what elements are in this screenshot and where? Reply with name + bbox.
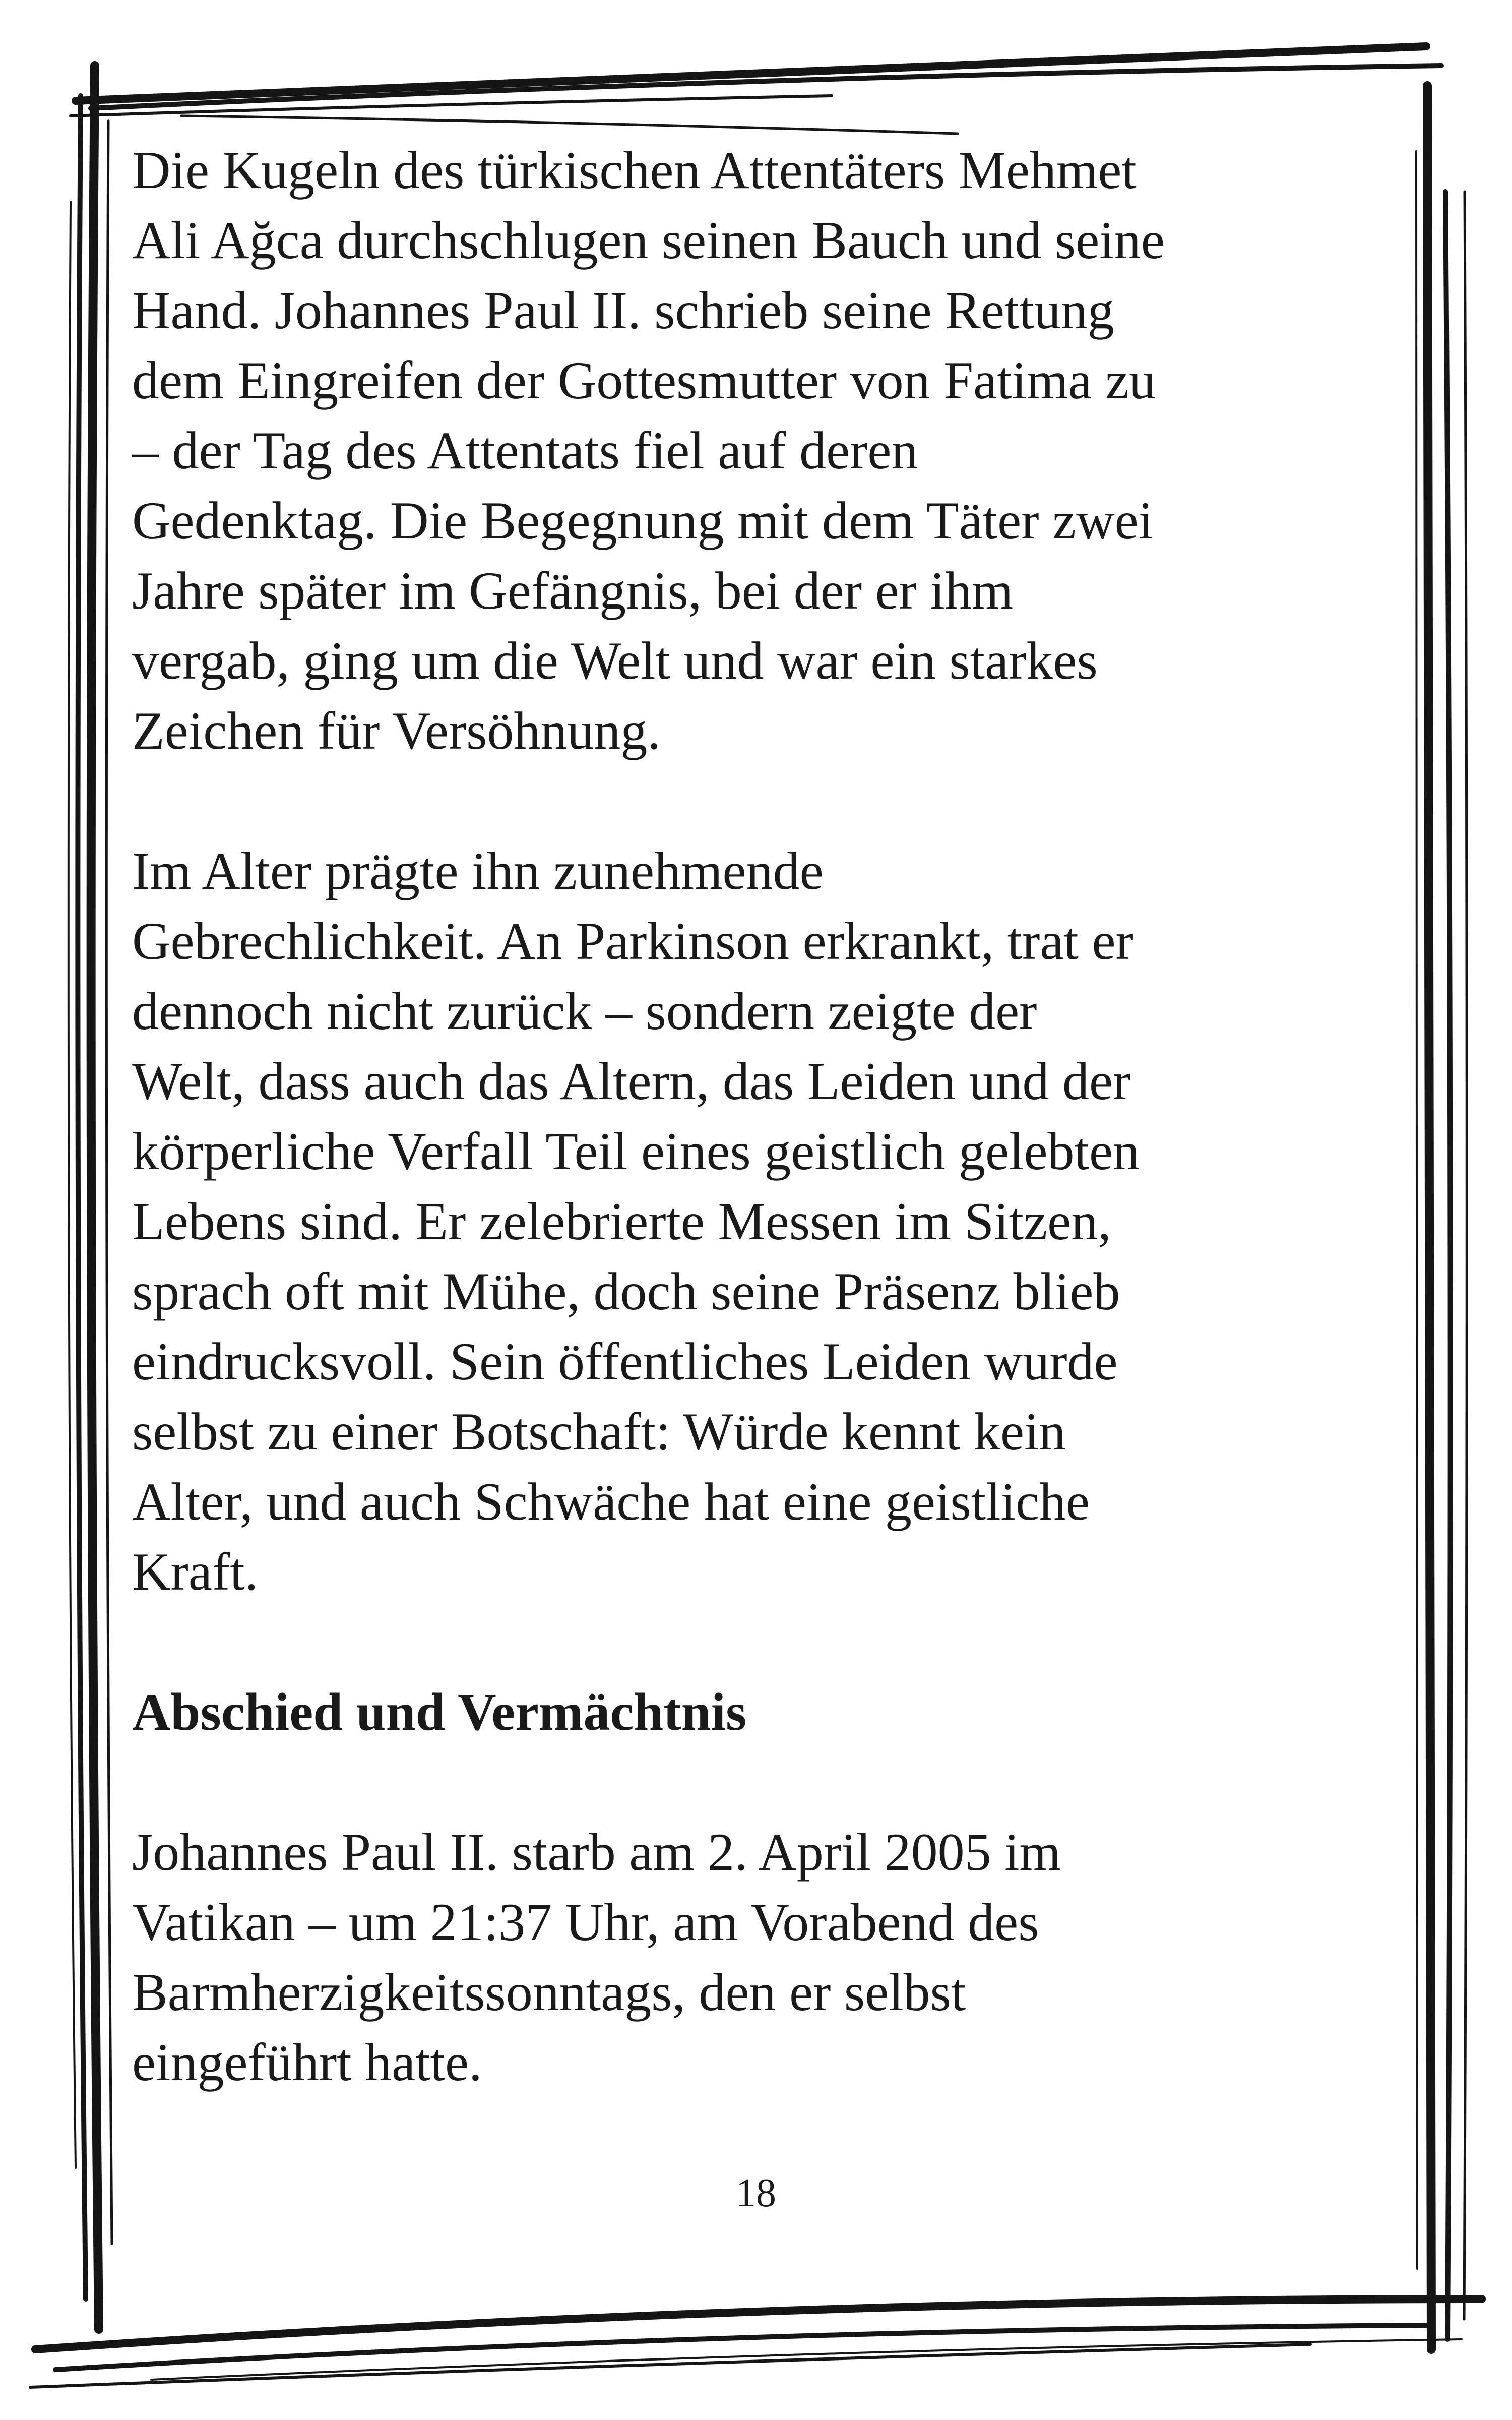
- frame-right-stroke: [1427, 86, 1432, 2349]
- paragraph-death: Johannes Paul II. starb am 2. April 2005 im Vatikan – um 21:37 Uhr, am Vorabend des Barmherzigkeitssonntags, den er selbst eingeführt hatte.: [132, 1823, 1061, 2092]
- frame-left-stroke: [69, 202, 76, 2168]
- frame-bottom-stroke: [30, 2344, 1310, 2387]
- paragraph-assassination: Die Kugeln des türkischen Attentäters Mehmet Ali Ağca durchschlugen seinen Bauch und seine Hand. Johannes Paul II. schrieb seine Rettung dem Eingreifen der Gottesmutter von Fatima zu – der Tag des Attentats fiel auf deren Gedenktag. Die Begegnung mit dem Täter zwei Jahre später im Gefängnis, bei der er ihm vergab, ging um die Welt und war ein starkes Zeichen für Versöhnung.: [132, 141, 1165, 760]
- frame-right-stroke: [1464, 192, 1467, 2319]
- frame-right-stroke: [1416, 151, 1418, 2269]
- frame-left-stroke: [91, 66, 99, 2329]
- paragraph-spacer: [132, 766, 1407, 836]
- paragraph-old-age: Im Alter prägte ihn zunehmende Gebrechlichkeit. An Parkinson erkrankt, trat er dennoch nicht zurück – sondern zeigte der Welt, dass auch das Altern, das Leiden und der körperliche Verfall Teil eines geistlich gelebten Lebens sind. Er zelebrierte Messen im Sitzen, sprach oft mit Mühe, doch seine Präsenz blieb eindrucksvoll. Sein öffentliches Leiden wurde selbst zu einer Botschaft: Würde kennt kein Alter, und auch Schwäche hat eine geistliche Kraft.: [132, 841, 1140, 1601]
- section-heading: Abschied und Vermächtnis: [132, 1682, 747, 1741]
- frame-top-stroke: [181, 116, 958, 134]
- frame-right-stroke: [1445, 192, 1451, 2339]
- paragraph-spacer: [132, 1607, 1407, 1677]
- paragraph-spacer: [132, 1747, 1407, 1817]
- frame-top-stroke: [76, 46, 1426, 101]
- body-text: [132, 135, 1407, 2097]
- page-number: 18: [736, 2171, 776, 2215]
- frame-left-stroke: [106, 121, 112, 2244]
- frame-left-stroke: [78, 96, 86, 2299]
